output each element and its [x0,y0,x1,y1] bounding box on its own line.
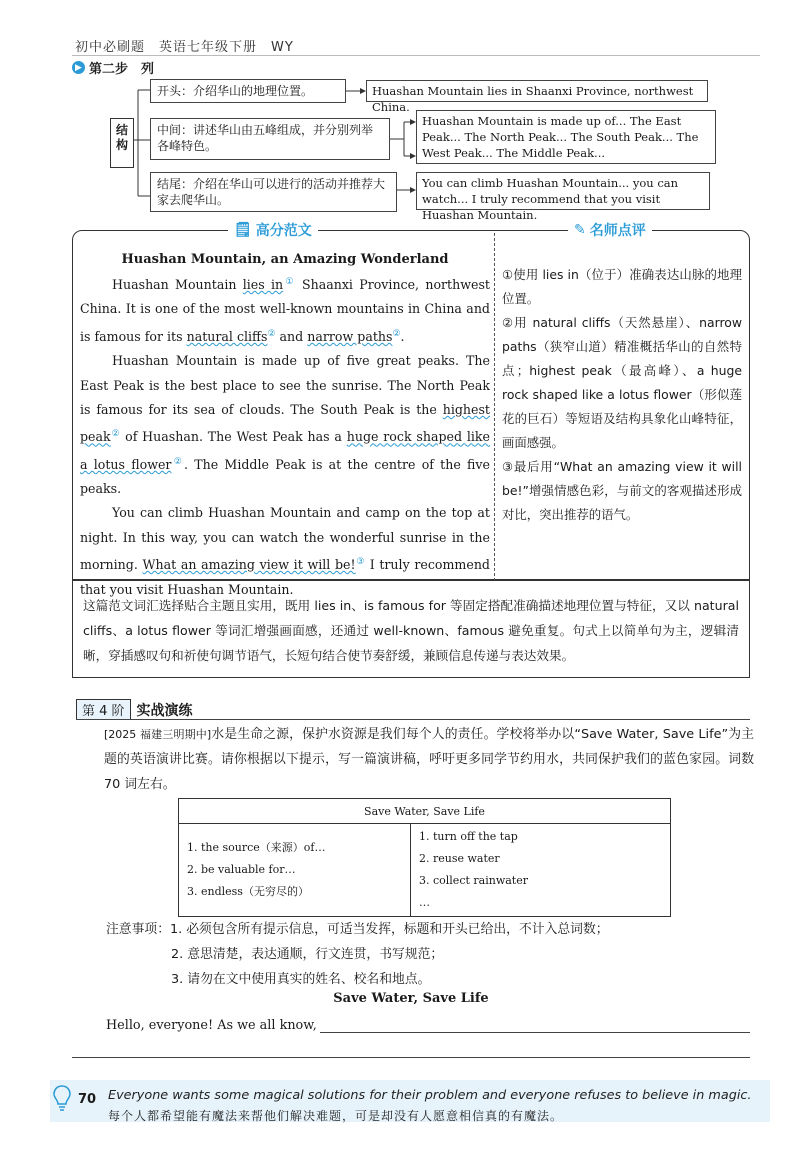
answer-line[interactable] [72,1057,750,1058]
tip-item: 1. turn off the tap [419,830,518,843]
comment-1: ①使用 lies in（位于）准确表达山脉的地理位置。 [502,267,742,306]
tip-item: … [419,896,430,909]
ending-en-box: You can climb Huashan Mountain... you can watch... I truly recommend that you visit Huashan Mountain. [416,172,710,210]
tab-teacher-comment [568,220,652,240]
document-icon: 🗒 [234,222,252,238]
answer-line[interactable] [320,1032,750,1033]
tab-teacher-comment-label: 名师点评 [589,223,646,239]
pen-icon: ✎ [574,222,586,238]
tip-item: 3. collect rainwater [419,874,528,887]
intro-en-box: Huashan Mountain lies in Shaanxi Province, northwest China. [366,80,708,102]
lightbulb-icon [52,1084,72,1112]
tips-right-cell [411,824,671,917]
task-source: [2025 福建三明期中] [104,728,212,741]
level-tag: 第 4 阶 [76,699,131,720]
comment-3: ③最后用“What an amazing view it will be!”增强情感色彩，与前文的客观描述形成对比，突出推荐的语气。 [502,459,742,522]
tab-model-essay-label: 高分范文 [255,223,312,239]
tab-model-essay [228,220,318,240]
note-item: 1. 必须包含所有提示信息，可适当发挥，标题和开头已给出，不计入总词数； [169,922,609,937]
tip-item: 3. endless（无穷尽的） [187,885,309,898]
note-item: 2. 意思清楚，表达通顺，行文连贯，书写规范； [171,947,444,962]
body-cn-box: 中间：讲述华山由五峰组成，并分别列举各峰特色。 [150,118,390,160]
play-circle-icon: ▶ [72,61,85,74]
intro-cn-box: 开头：介绍华山的地理位置。 [150,79,346,103]
essay-paragraph-3: You can climb Huashan Mountain and camp on the top at night. In this way, you can watch the wonderful sunrise in the morning. What an amazing view it will be!③ I truly recommend that you visit Huashan Mountain. [80,505,490,597]
essay-paragraph-2: Huashan Mountain is made up of five great peaks. The East Peak is the best place to see the sunrise. The North Peak is famous for its sea of clouds. The South Peak is the highest peak② of Huashan. The West Peak has a huge rock shaped like a lotus flower②. The Middle Peak is at the centre of the five peaks. [80,353,490,497]
task-prompt [104,722,754,797]
notes-label: 注意事项： [106,922,170,937]
body-en-box: Huashan Mountain is made up of... The East Peak... The North Peak... The South Peak... The West Peak... The Middle Peak... [416,110,716,164]
step-label: 第二步 列 [89,62,155,77]
essay-summary: 这篇范文词汇选择贴合主题且实用，既用 lies in、is famous for 等固定搭配准确描述地理位置与特征，又以 natural cliffs、a lotus flower 等词汇增强画面感，还通过 well-known、famous 避免重复。句式上以简单句为主，逻辑清晰，穿插感叹句和祈使句调节语气，长短句结合使节奏舒缓，兼顾信息传递与表达效果。 [72,580,750,678]
structure-label: 结构 [110,118,134,168]
model-essay [80,250,490,602]
writing-opening: Hello, everyone! As we all know, [106,1018,317,1033]
page-number: 70 [78,1092,97,1107]
level-divider [76,719,750,720]
writing-title: Save Water, Save Life [333,991,489,1006]
teacher-comments [502,263,742,527]
quote-chinese: 每个人都希望能有魔法来帮他们解决难题，可是却没有人愿意相信真的有魔法。 [108,1109,564,1123]
quote-english: Everyone wants some magical solutions for their problem and everyone refuses to believe in magic. [108,1088,752,1103]
ending-cn-box: 结尾：介绍在华山可以进行的活动并推荐大家去爬华山。 [150,172,397,212]
level-title: 实战演练 [136,702,193,719]
level-heading [76,699,193,720]
essay-title: Huashan Mountain, an Amazing Wonderland [121,252,449,267]
notes [106,917,609,992]
tips-table [178,798,671,917]
tips-table-title: Save Water, Save Life [179,799,671,824]
tip-item: 2. be valuable for… [187,863,296,876]
tips-left-cell [179,824,411,917]
book-header: 初中必刷题 英语七年级下册 WY [75,40,294,55]
tip-item: 1. the source（来源）of… [187,841,326,854]
note-item: 3. 请勿在文中使用真实的姓名、校名和地点。 [171,972,431,987]
comment-2: ②用 natural cliffs（天然悬崖）、narrow paths（狭窄山道）精准概括华山的自然特点；highest peak（最高峰）、a huge rock shaped like a lotus flower（形似莲花的巨石）等短语及结构具象化山峰特征，画面感强。 [502,315,742,450]
essay-paragraph-1: Huashan Mountain lies in① Shaanxi Province, northwest China. It is one of the most well-known mountains in China and is famous for its natural cliffs② and narrow paths②. [80,277,490,344]
task-text: 水是生命之源，保护水资源是我们每个人的责任。学校将举办以“Save Water, Save Life”为主题的英语演讲比赛。请你根据以下提示，写一篇演讲稿，呼吁更多同学节约用水，共同保护我们的蓝色家园。词数 70 词左右。 [104,727,754,792]
column-divider [494,233,495,581]
tip-item: 2. reuse water [419,852,500,865]
